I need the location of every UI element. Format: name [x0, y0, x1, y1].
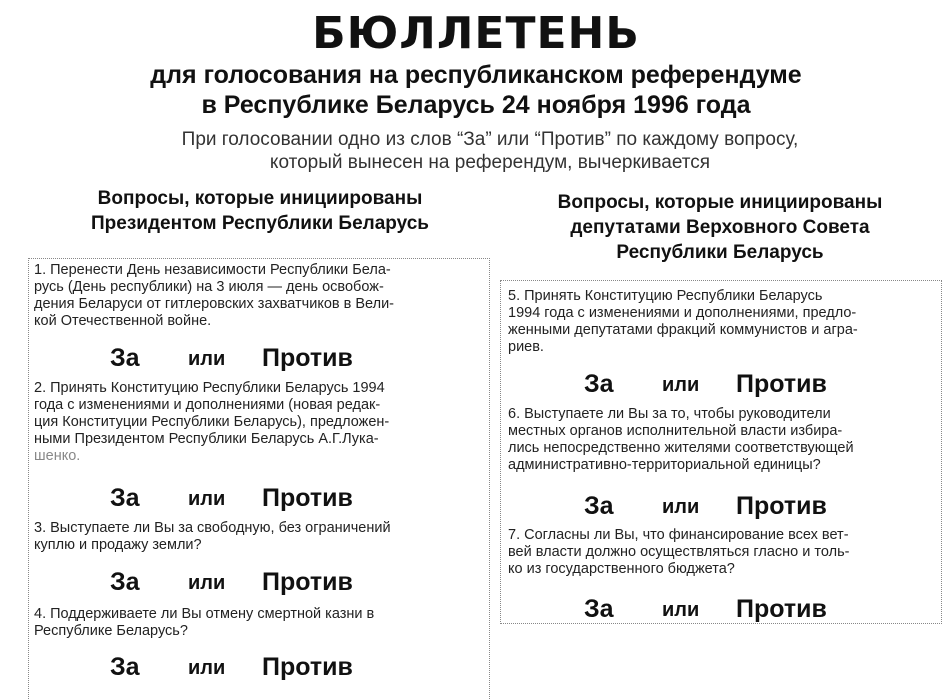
vote-or-label: или	[188, 572, 226, 594]
question-7-line: ко из государственного бюджета?	[508, 561, 735, 577]
vote-for-option[interactable]: За	[110, 568, 140, 596]
question-1	[34, 262, 394, 330]
question-2	[34, 380, 389, 465]
question-3-line: куплю и продажу земли?	[34, 537, 202, 553]
question-6-line: административно-территориальной единицы?	[508, 457, 821, 473]
question-5-line: 5. Принять Конституцию Республики Беларусь	[508, 288, 823, 304]
question-6-line: местных органов исполнительной власти избира-	[508, 423, 843, 439]
vote-for-option[interactable]: За	[110, 344, 140, 372]
question-7-line: 7. Согласны ли Вы, что финансирование всех вет-	[508, 527, 849, 543]
question-2-line: года с изменениями и дополнениями (новая редак-	[34, 397, 381, 413]
question-2-line: ными Президентом Республики Беларусь А.Г.Лука-	[34, 431, 379, 447]
vote-for-option[interactable]: За	[110, 653, 140, 681]
voting-instruction	[0, 128, 952, 174]
question-6	[508, 406, 854, 474]
vote-or-label: или	[188, 488, 226, 510]
left-column-header	[30, 186, 490, 236]
subtitle-line-1: для голосования на республиканском референдуме	[150, 61, 802, 89]
question-1-line: русь (День республики) на 3 июля — день освобож-	[34, 279, 384, 295]
question-4-line: 4. Поддерживаете ли Вы отмену смертной казни в	[34, 606, 375, 622]
question-2-line: шенко.	[34, 448, 81, 464]
vote-against-option[interactable]: Против	[736, 370, 827, 398]
question-1-line: кой Отечественной войне.	[34, 313, 212, 329]
vote-against-option[interactable]: Против	[262, 653, 353, 681]
right-header-line-2: депутатами Верховного Совета	[570, 217, 870, 238]
question-2-line: 2. Принять Конституцию Республики Беларусь 1994	[34, 380, 385, 396]
left-header-line-1: Вопросы, которые инициированы	[97, 188, 423, 209]
vote-or-label: или	[188, 657, 226, 679]
instruction-line-1: При голосовании одно из слов “За” или “Против” по каждому вопросу,	[181, 129, 799, 150]
right-header-line-1: Вопросы, которые инициированы	[557, 192, 883, 213]
vote-against-option[interactable]: Против	[262, 568, 353, 596]
question-6-line: лись непосредственно жителями соответствующей	[508, 440, 854, 456]
question-1-line: дения Беларуси от гитлеровских захватчиков в Вели-	[34, 296, 395, 312]
question-7-line: вей власти должно осуществляться гласно и толь-	[508, 544, 850, 560]
question-2-line: ция Конституции Республики Беларусь), предложен-	[34, 414, 390, 430]
vote-for-option[interactable]: За	[110, 484, 140, 512]
vote-or-label: или	[662, 599, 700, 621]
question-5-line: 1994 года с изменениями и дополнениями, предло-	[508, 305, 857, 321]
question-4	[34, 606, 374, 640]
question-5-line: риев.	[508, 339, 544, 355]
vote-against-option[interactable]: Против	[736, 492, 827, 520]
question-5	[508, 288, 858, 356]
vote-against-option[interactable]: Против	[262, 344, 353, 372]
question-6-line: 6. Выступаете ли Вы за то, чтобы руководители	[508, 406, 831, 422]
question-4-line: Республике Беларусь?	[34, 623, 188, 639]
subtitle-line-2: в Республике Беларусь 24 ноября 1996 года	[201, 91, 751, 119]
vote-for-option[interactable]: За	[584, 595, 614, 623]
vote-for-option[interactable]: За	[584, 492, 614, 520]
right-header-line-3: Республики Беларусь	[616, 242, 824, 263]
question-1-line: 1. Перенести День независимости Республики Бела-	[34, 262, 391, 278]
vote-or-label: или	[662, 496, 700, 518]
vote-for-option[interactable]: За	[584, 370, 614, 398]
question-3	[34, 520, 391, 554]
right-column-header	[490, 190, 950, 265]
question-7	[508, 527, 849, 578]
vote-against-option[interactable]: Против	[736, 595, 827, 623]
question-5-line: женными депутатами фракций коммунистов и агра-	[508, 322, 858, 338]
ballot-title: БЮЛЛЕТЕНЬ	[312, 8, 640, 59]
instruction-line-2: который вынесен на референдум, вычеркивается	[269, 152, 711, 173]
left-header-line-2: Президентом Республики Беларусь	[91, 213, 429, 234]
vote-or-label: или	[188, 348, 226, 370]
question-3-line: 3. Выступаете ли Вы за свободную, без ограничений	[34, 520, 391, 536]
ballot-subtitle	[0, 60, 952, 120]
vote-against-option[interactable]: Против	[262, 484, 353, 512]
vote-or-label: или	[662, 374, 700, 396]
